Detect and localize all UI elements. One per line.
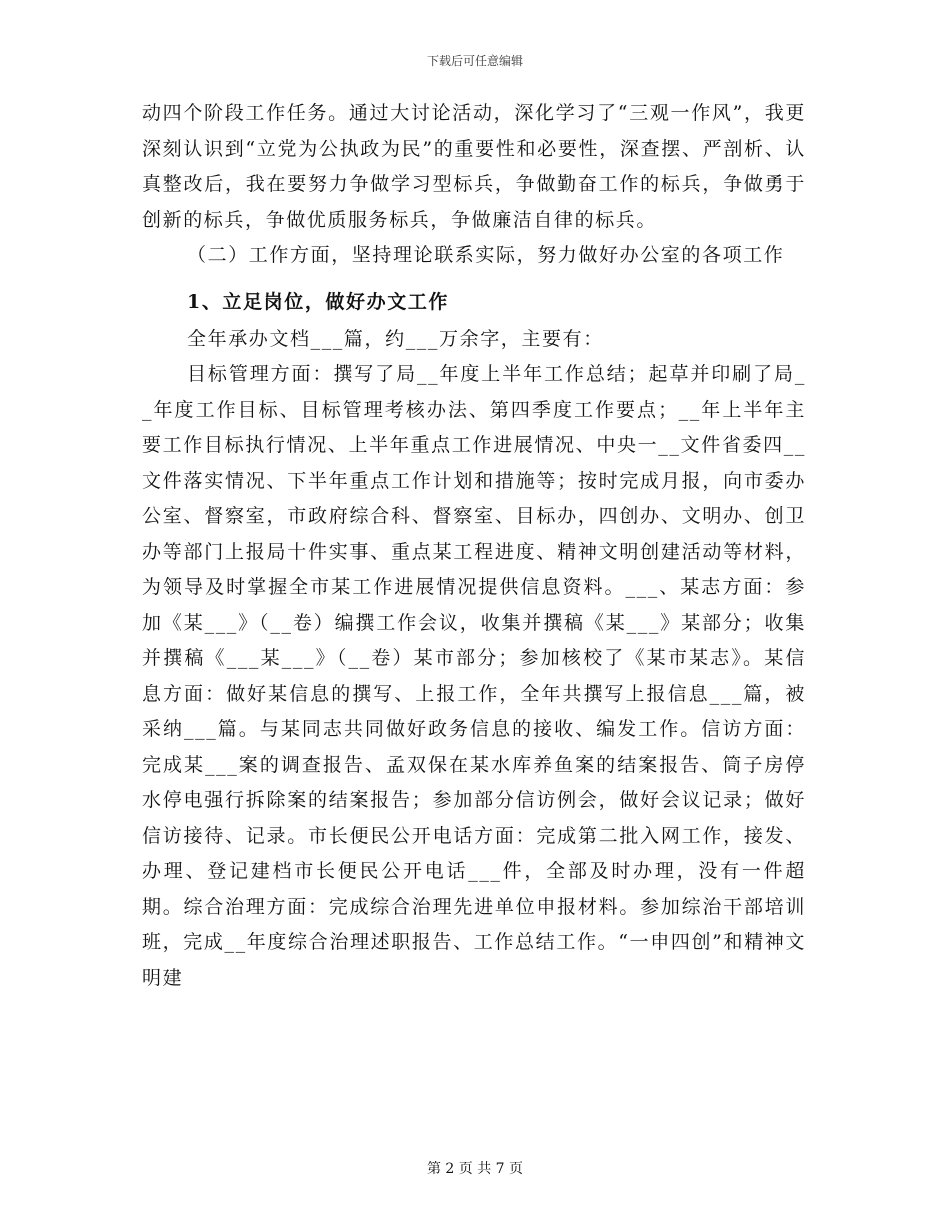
- document-body: [142, 96, 806, 996]
- paragraph-work-details: 目标管理方面：撰写了局__年度上半年工作总结；起草并印刷了局__年度工作目标、目标管理考核办法、第四季度工作要点；__年上半年主要工作目标执行情况、上半年重点工作进展情况、中央一__文件省委四__文件落实情况、下半年重点工作计划和措施等；按时完成月报，向市委办公室、督察室，市政府综合科、督察室、目标办，四创办、文明办、创卫办等部门上报局十件实事、重点某工程进度、精神文明创建活动等材料，为领导及时掌握全市某工作进展情况提供信息资料。___、某志方面：参加《某___》（__卷）编撰工作会议，收集并撰稿《某___》某部分；收集并撰稿《___某___》（__卷）某市部分；参加核校了《某市某志》。某信息方面：做好某信息的撰写、上报工作，全年共撰写上报信息___篇，被采纳___篇。与某同志共同做好政务信息的接收、编发工作。信访方面：完成某___案的调查报告、孟双保在某水库养鱼案的结案报告、筒子房停水停电强行拆除案的结案报告；参加部分信访例会，做好会议记录；做好信访接待、记录。市长便民公开电话方面：完成第二批入网工作，接发、办理、登记建档市长便民公开电话___件，全部及时办理，没有一件超期。综合治理方面：完成综合治理先进单位申报材料。参加综治干部培训班，完成__年度综合治理述职报告、工作总结工作。“一申四创”和精神文明建: [142, 363, 806, 989]
- paragraph-document-count: 全年承办文档___篇，约___万余字，主要有：: [187, 327, 604, 350]
- page-number: 第 2 页 共 7 页: [426, 1161, 524, 1177]
- page-header: 下载后可任意编辑: [426, 54, 523, 68]
- paragraph-continuation: 动四个阶段工作任务。通过大讨论活动，深化学习了“三观一作风”，我更深刻认识到“立党为公执政为民”的重要性和必要性，深查摆、严剖析、认真整改后，我在要努力争做学习型标兵，争做勤奋工作的标兵，争做勇于创新的标兵，争做优质服务标兵，争做廉洁自律的标兵。: [142, 102, 806, 231]
- section-heading: 1、立足岗位，做好办文工作: [187, 290, 450, 313]
- paragraph-work-aspect: （二）工作方面，坚持理论联系实际，努力做好办公室的各项工作: [187, 244, 785, 266]
